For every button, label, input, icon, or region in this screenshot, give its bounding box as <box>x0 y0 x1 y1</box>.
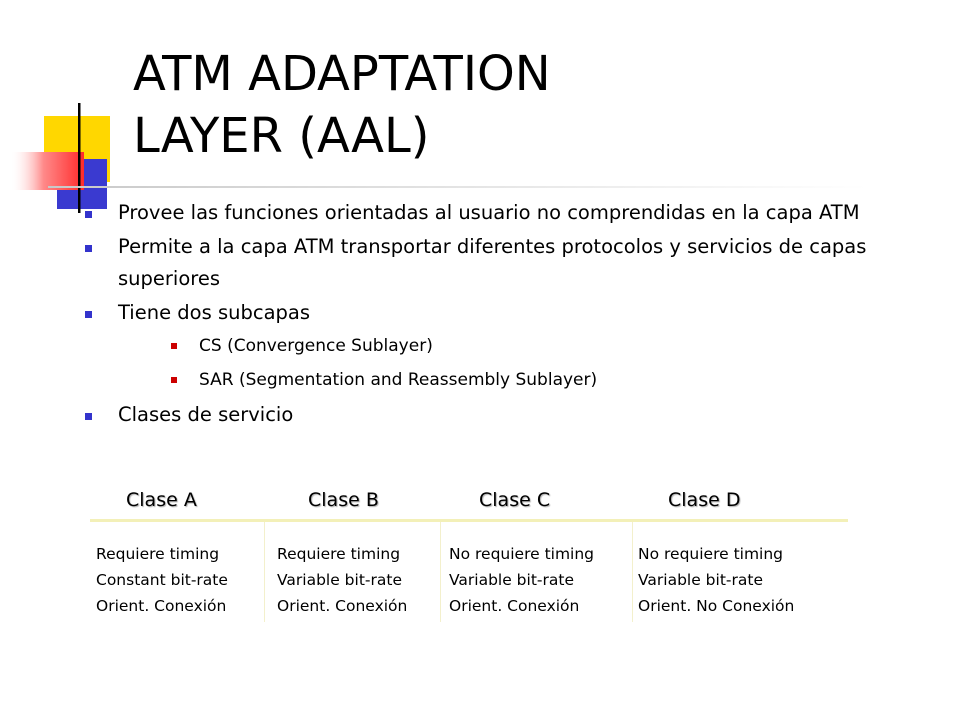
bullet-square-icon <box>85 245 92 252</box>
class-d-connection: Orient. No Conexión <box>638 597 795 615</box>
sub-bullet-square-icon <box>171 343 177 349</box>
bullet-square-icon <box>85 211 92 218</box>
slide-title: ATM ADAPTATION LAYER (AAL) <box>133 46 551 164</box>
class-b-timing: Requiere timing <box>277 545 401 563</box>
horizontal-rule <box>48 186 130 188</box>
sub-bullet-item <box>118 329 878 363</box>
bullet-text: Clases de servicio <box>118 403 294 426</box>
sub-bullet-list <box>118 329 878 397</box>
bullet-text: Provee las funciones orientadas al usuario no comprendidas en la capa ATM <box>118 201 860 224</box>
red-fade-bar <box>10 152 84 190</box>
class-b-bitrate: Variable bit-rate <box>277 571 402 589</box>
title-underline <box>48 186 868 188</box>
bullet-text: Tiene dos subcapas <box>118 301 311 324</box>
bullet-item <box>78 231 878 295</box>
bullet-item <box>78 399 878 431</box>
class-d-bitrate: Variable bit-rate <box>638 571 763 589</box>
class-c-column <box>440 522 632 622</box>
sub-bullet-square-icon <box>171 377 177 383</box>
sub-bullet-item <box>118 363 878 397</box>
class-c-timing: No requiere timing <box>449 545 595 563</box>
class-a-column <box>96 522 264 622</box>
bullet-list <box>78 197 878 433</box>
class-c-bitrate: Variable bit-rate <box>449 571 574 589</box>
bullet-square-icon <box>85 311 92 318</box>
class-d-timing: No requiere timing <box>638 545 784 563</box>
class-a-bitrate: Constant bit-rate <box>96 571 228 589</box>
class-c-header: Clase C <box>479 489 551 511</box>
class-a-header: Clase A <box>126 489 197 511</box>
sub-bullet-text: SAR (Segmentation and Reassembly Sublayer) <box>199 370 598 390</box>
bullet-text: Permite a la capa ATM transportar diferentes protocolos y servicios de capas superiores <box>118 235 867 290</box>
class-b-column <box>264 522 440 622</box>
class-a-timing: Requiere timing <box>96 545 220 563</box>
sub-bullet-text: CS (Convergence Sublayer) <box>199 336 433 356</box>
class-b-connection: Orient. Conexión <box>277 597 408 615</box>
bullet-item <box>78 197 878 229</box>
yellow-square <box>44 116 110 182</box>
bullet-square-icon <box>85 413 92 420</box>
class-d-header: Clase D <box>668 489 741 511</box>
service-class-headers <box>0 488 960 516</box>
bullet-item <box>78 297 878 397</box>
class-a-connection: Orient. Conexión <box>96 597 227 615</box>
class-b-header: Clase B <box>308 489 379 511</box>
class-d-column <box>632 522 848 622</box>
class-c-connection: Orient. Conexión <box>449 597 580 615</box>
